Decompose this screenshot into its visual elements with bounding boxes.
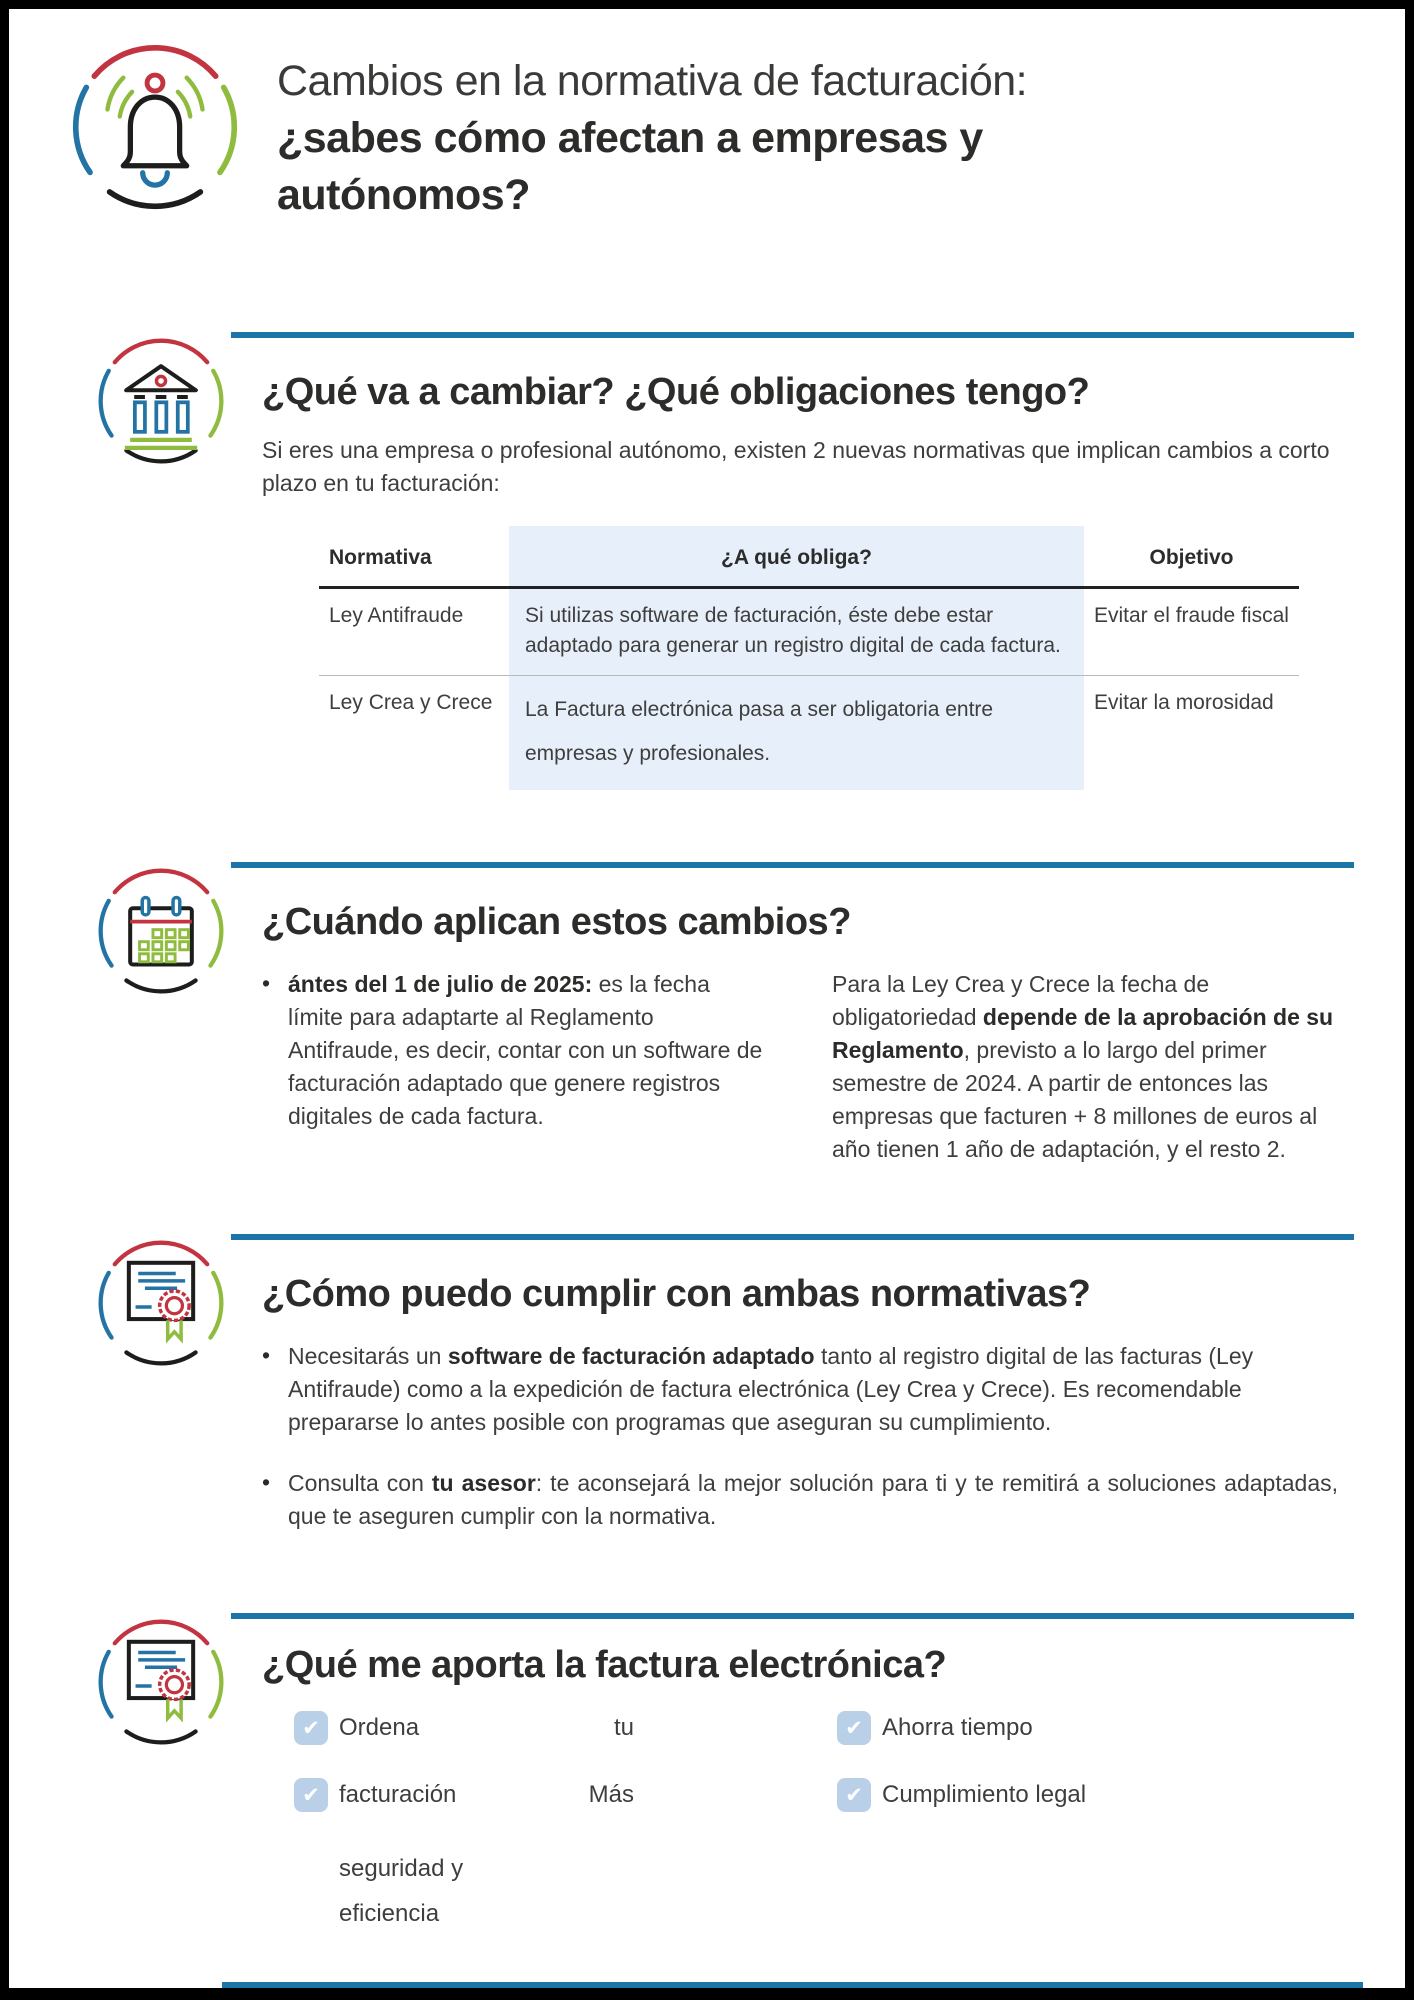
calendar-icon [94, 864, 228, 998]
benefit-label: Ahorra tiempo [882, 1714, 1033, 1741]
table-row [319, 676, 1299, 791]
checkbox-checked-icon: ✔ [294, 1711, 328, 1745]
section-benefits [94, 1613, 1354, 1936]
comply-bullet-1: • Necesitarás un software de facturación adaptado tanto al registro digital de las facturas (Ley Antifraude) como a la expedición de factura electrónica (Ley Crea y Crece). Es recomendable prepararse lo antes posible con programas que aseguran su cumplimiento. [262, 1340, 1338, 1439]
cell-normativa: Ley Crea y Crece [329, 691, 493, 714]
benefit-item [294, 1778, 637, 1812]
benefit-item [837, 1778, 1086, 1812]
section-what-changes [94, 332, 1354, 790]
table-header-row [319, 526, 1299, 588]
page-title [277, 39, 1157, 224]
checkbox-checked-icon: ✔ [837, 1778, 871, 1812]
section-heading: ¿Cómo puedo cumplir con ambas normativas? [262, 1273, 1091, 1315]
certificate-icon [94, 1236, 228, 1370]
benefit-word: tu [613, 1714, 634, 1741]
benefit-word: Ordena [339, 1714, 420, 1741]
section-heading: ¿Cuándo aplican estos cambios? [262, 901, 851, 943]
cell-obliga: Si utilizas software de facturación, éste debe estar adaptado para generar un registro digital de cada factura. [509, 588, 1084, 676]
table-header-objetivo: Objetivo [1149, 546, 1234, 569]
cell-objetivo: Evitar el fraude fiscal [1094, 604, 1289, 627]
comply-bullet-2: • Consulta con tu asesor: te aconsejará la mejor solución para ti y te remitirá a soluciones adaptadas, que te aseguren cumplir con la normativa. [262, 1467, 1338, 1533]
benefit-word: Más [588, 1781, 634, 1808]
when-left-column [262, 968, 767, 1166]
cell-objetivo: Evitar la morosidad [1094, 691, 1274, 714]
page-title-light: Cambios en la normativa de facturación: [277, 57, 1028, 105]
regulations-table [319, 526, 1299, 790]
benefit-item [294, 1711, 637, 1745]
benefit-continuation: seguridad y eficiencia [339, 1855, 464, 1927]
page-header [67, 39, 1365, 224]
section-heading: ¿Qué me aporta la factura electrónica? [262, 1644, 947, 1686]
when-right-column [832, 968, 1337, 1166]
benefit-item [837, 1711, 1086, 1745]
page-title-bold: ¿sabes cómo afectan a empresas y autónomos? [277, 114, 983, 219]
bottom-section-divider [222, 1982, 1363, 1988]
cell-normativa: Ley Antifraude [329, 604, 464, 627]
bullet-icon: • [262, 970, 271, 996]
bullet-icon: • [262, 1342, 271, 1368]
when-right-text: Para la Ley Crea y Crece la fecha de obligatoriedad depende de la aprobación de su Reglamento, previsto a lo largo del primer semestre de 2024. A partir de entonces las empresas que facturen + 8 millones de euros al año tienen 1 año de adaptación, y el resto 2. [832, 971, 1334, 1162]
benefits-right-column [837, 1711, 1086, 1936]
table-header-obliga: ¿A qué obliga? [509, 526, 1084, 588]
certificate-icon [94, 1615, 228, 1749]
bullet-icon: • [262, 1469, 271, 1495]
benefit-label: Cumplimiento legal [882, 1781, 1087, 1808]
bank-icon [94, 334, 228, 468]
when-left-text: ántes del 1 de julio de 2025: es la fecha límite para adaptarte al Reglamento Antifraude, es decir, contar con un software de facturación adaptado que genere registros digitales de cada factura. [288, 971, 763, 1129]
section-how-comply [94, 1234, 1354, 1533]
checkbox-checked-icon: ✔ [294, 1778, 328, 1812]
bell-icon [67, 39, 243, 215]
cell-obliga: La Factura electrónica pasa a ser obligatoria entre empresas y profesionales. [509, 676, 1084, 791]
benefit-word: facturación [339, 1781, 457, 1808]
section-intro: Si eres una empresa o profesional autónomo, existen 2 nuevas normativas que implican cambios a corto plazo en tu facturación: [262, 437, 1330, 496]
section-heading: ¿Qué va a cambiar? ¿Qué obligaciones tengo? [262, 371, 1090, 413]
benefits-left-column [262, 1711, 637, 1936]
section-when-apply [94, 862, 1354, 1166]
checkbox-checked-icon: ✔ [837, 1711, 871, 1745]
table-header-normativa: Normativa [329, 546, 432, 569]
table-row [319, 588, 1299, 676]
